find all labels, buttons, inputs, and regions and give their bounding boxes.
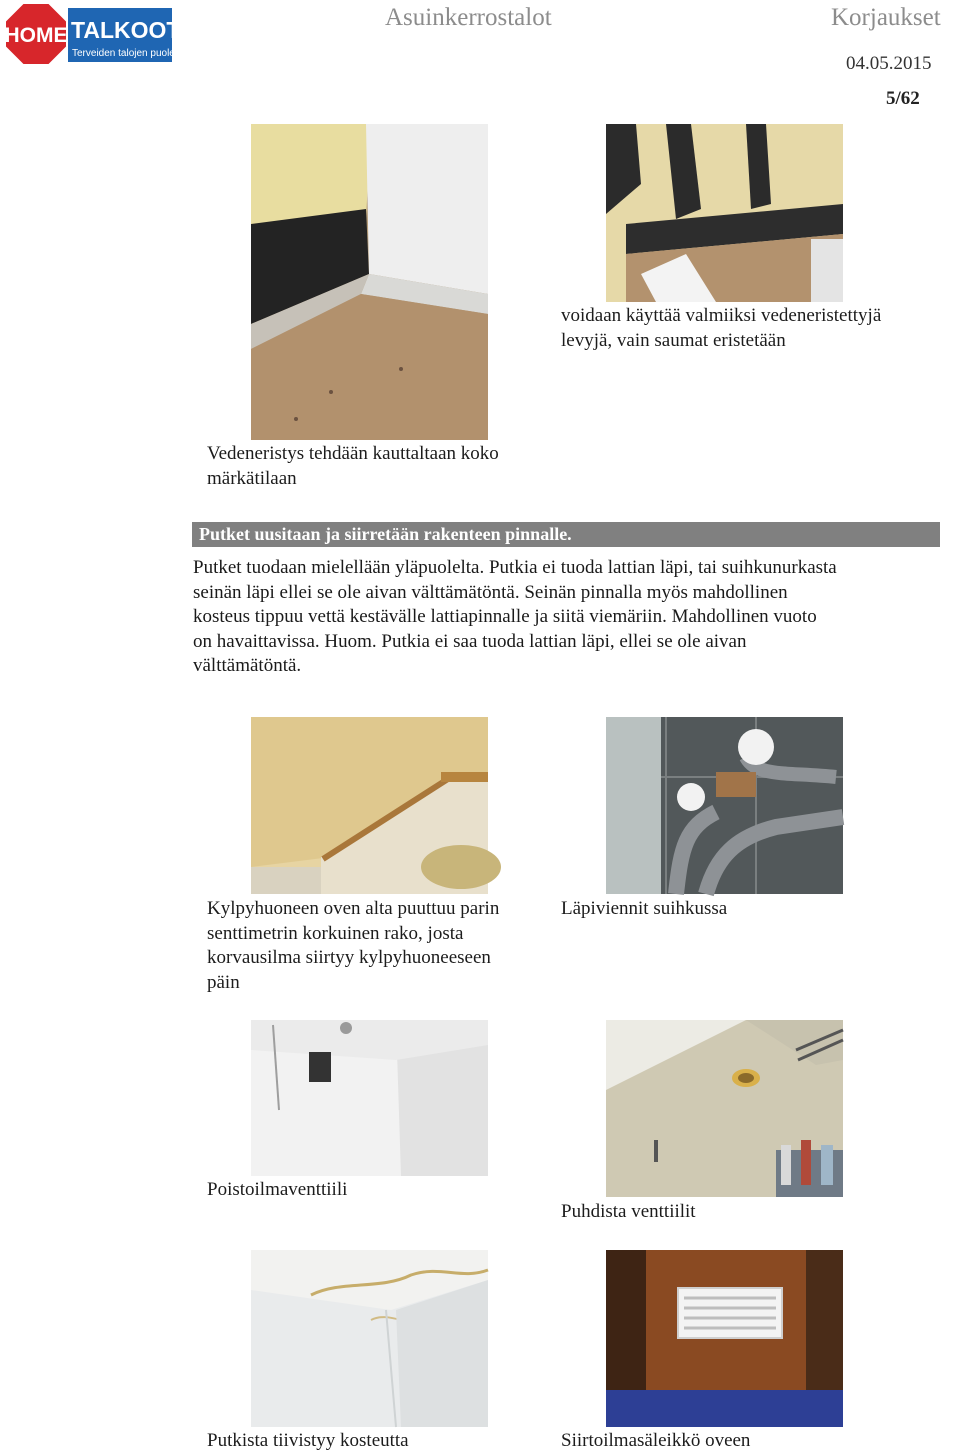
- section-banner: Putket uusitaan ja siirretään rakenteen pinnalle.: [192, 522, 940, 547]
- logo-tagline: Terveiden talojen puolesta: [72, 48, 189, 59]
- photo-door-gap: [251, 717, 488, 894]
- logo-word-talkoot: TALKOOT.FI: [71, 17, 205, 43]
- caption-waterproofing: voidaan käyttää valmiiksi vedeneristettyjä levyjä, vain saumat eristetään: [561, 305, 882, 351]
- caption-shower-penetrations: Läpiviennit suihkussa: [561, 898, 728, 919]
- body-line: on havaittavissa. Huom. Putkia ei saa tuoda lattian läpi, ellei se ole aivan: [193, 630, 747, 652]
- body-line: seinän läpi ellei se ole aivan välttämätöntä. Seinän pinnalla myös mahdollinen: [193, 581, 788, 603]
- photo-shower-pipes: [606, 717, 843, 894]
- logo-word-home: HOME: [4, 24, 68, 47]
- body-line: kosteus tippuu vettä kestävälle lattiapinnalle ja siitä viemäriin. Mahdollinen vuoto: [193, 606, 817, 628]
- body-paragraph: [193, 556, 943, 679]
- caption-transfer-grille: Siirtoilmasäleikkö oveen: [561, 1430, 751, 1451]
- photo-exhaust-valve: [251, 1020, 488, 1176]
- photo-transfer-grille: [606, 1250, 843, 1427]
- body-line: Putket tuodaan mielellään yläpuolelta. Putkia ei tuoda lattian läpi, tai suihkunurkasta: [193, 557, 837, 578]
- photo-ceiling-valve: [606, 1020, 843, 1197]
- photo-floor-boards: [606, 124, 843, 302]
- caption-door-gap: Kylpyhuoneen oven alta puuttuu parin senttimetrin korkuinen rako, josta korvausilma siirtyy kylpyhuoneeseen päin: [207, 898, 500, 993]
- body-line: välttämätöntä.: [193, 655, 302, 677]
- header-section: Korjaukset: [831, 4, 941, 31]
- caption-pipe-condensation: Putkista tiivistyy kosteutta: [207, 1430, 409, 1451]
- caption-exhaust-valve: Poistoilmaventtiili: [207, 1179, 348, 1200]
- hometalkoot-logo: [4, 2, 205, 66]
- page-number: 5/62: [886, 88, 920, 109]
- header-date: 04.05.2015: [846, 53, 932, 74]
- header-category: Asuinkerrostalot: [385, 4, 552, 31]
- photo-waterproofed-corner: [251, 124, 488, 440]
- photo-pipe-condensation: [251, 1250, 488, 1427]
- caption-clean-valves: Puhdista venttiilit: [561, 1201, 696, 1222]
- caption-whole-room: Vedeneristys tehdään kauttaltaan koko märkätilaan: [207, 443, 499, 489]
